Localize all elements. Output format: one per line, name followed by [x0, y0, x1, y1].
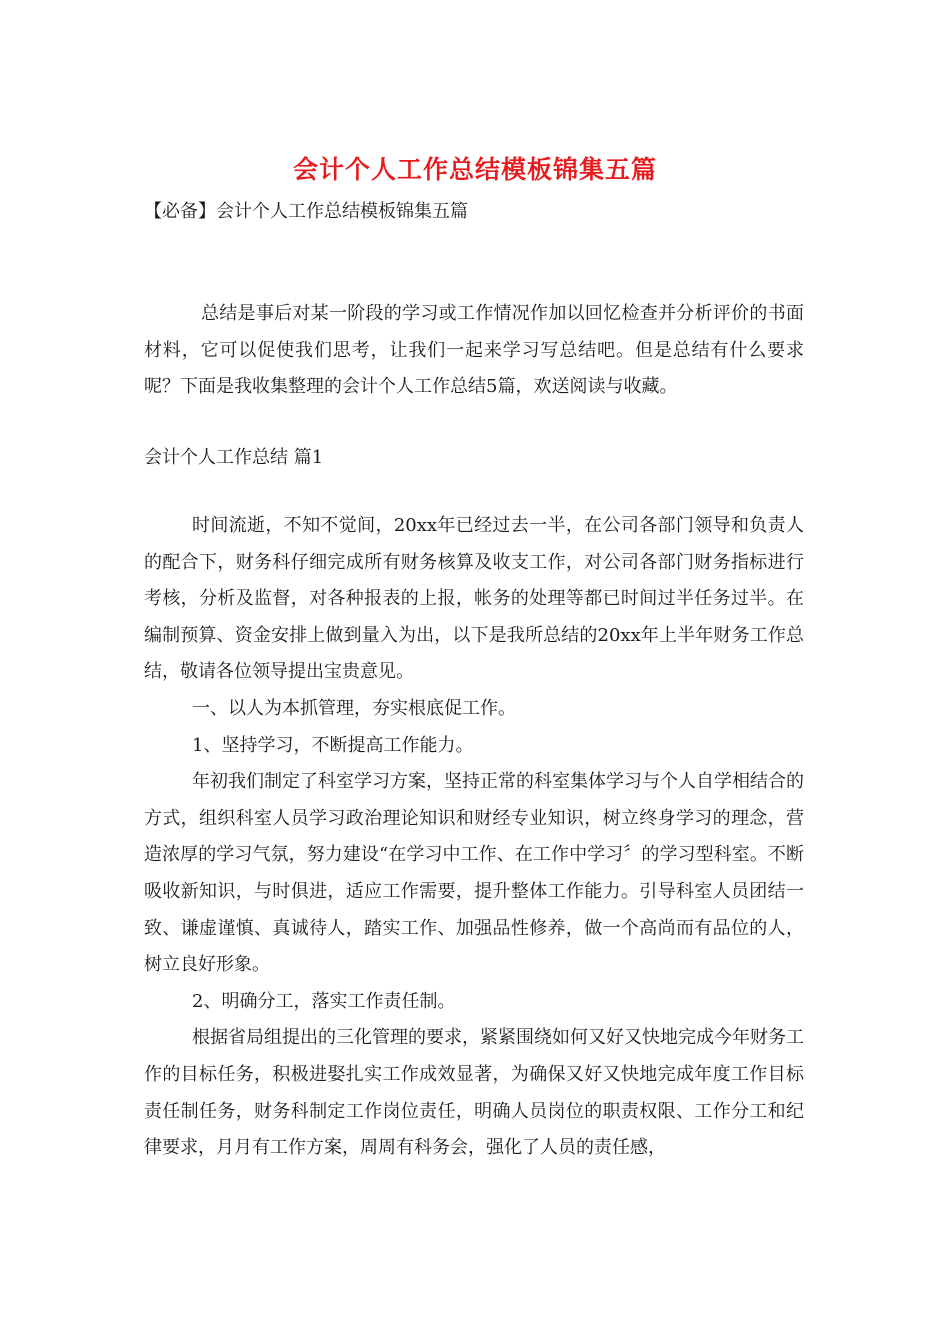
paragraph: 一、以人为本抓管理，夯实根底促工作。: [192, 697, 516, 719]
document-title: 会计个人工作总结模板锦集五篇: [292, 155, 657, 184]
paragraph: 1、坚持学习，不断提高工作能力。: [192, 734, 474, 756]
section-heading: 会计个人工作总结 篇1: [144, 447, 324, 468]
document-subtitle: 【必备】会计个人工作总结模板锦集五篇: [144, 201, 468, 222]
intro-paragraph: 总结是事后对某一阶段的学习或工作情况作加以回忆检查并分析评价的书面材料，它可以促使我们思考，让我们一起来学习写总结吧。但是总结有什么要求呢？下面是我收集整理的会计个人工作总结5篇，欢送阅读与收藏。: [144, 303, 804, 397]
paragraph: 2、明确分工，落实工作责任制。: [192, 990, 456, 1012]
paragraph: 年初我们制定了科室学习方案，坚持正常的科室集体学习与个人自学相结合的方式，组织科室人员学习政治理论知识和财经专业知识，树立终身学习的理念，营造浓厚的学习气氛，努力建设“在学习中工作、在工作中学习〞的学习型科室。不断吸收新知识，与时俱进，适应工作需要，提升整体工作能力。引导科室人员团结一致、谦虚谨慎、真诚待人，踏实工作、加强品性修养，做一个高尚而有品位的人，树立良好形象。: [144, 771, 804, 976]
article-body: [144, 508, 804, 1167]
paragraph: 根据省局组提出的三化管理的要求，紧紧围绕如何又好又快地完成今年财务工作的目标任务，积极进娶扎实工作成效显著，为确保又好又快地完成年度工作目标责任制任务，财务科制定工作岗位责任，明确人员岗位的职责权限、工作分工和纪律要求，月月有工作方案，周周有科务会，强化了人员的责任感，: [144, 1027, 804, 1159]
paragraph: 时间流逝，不知不觉间，20xx年已经过去一半，在公司各部门领导和负责人的配合下，财务科仔细完成所有财务核算及收支工作，对公司各部门财务指标进行考核，分析及监督，对各种报表的上报，帐务的处理等都已时间过半任务过半。在编制预算、资金安排上做到量入为出，以下是我所总结的20xx年上半年财务工作总结，敬请各位领导提出宝贵意见。: [144, 515, 804, 683]
